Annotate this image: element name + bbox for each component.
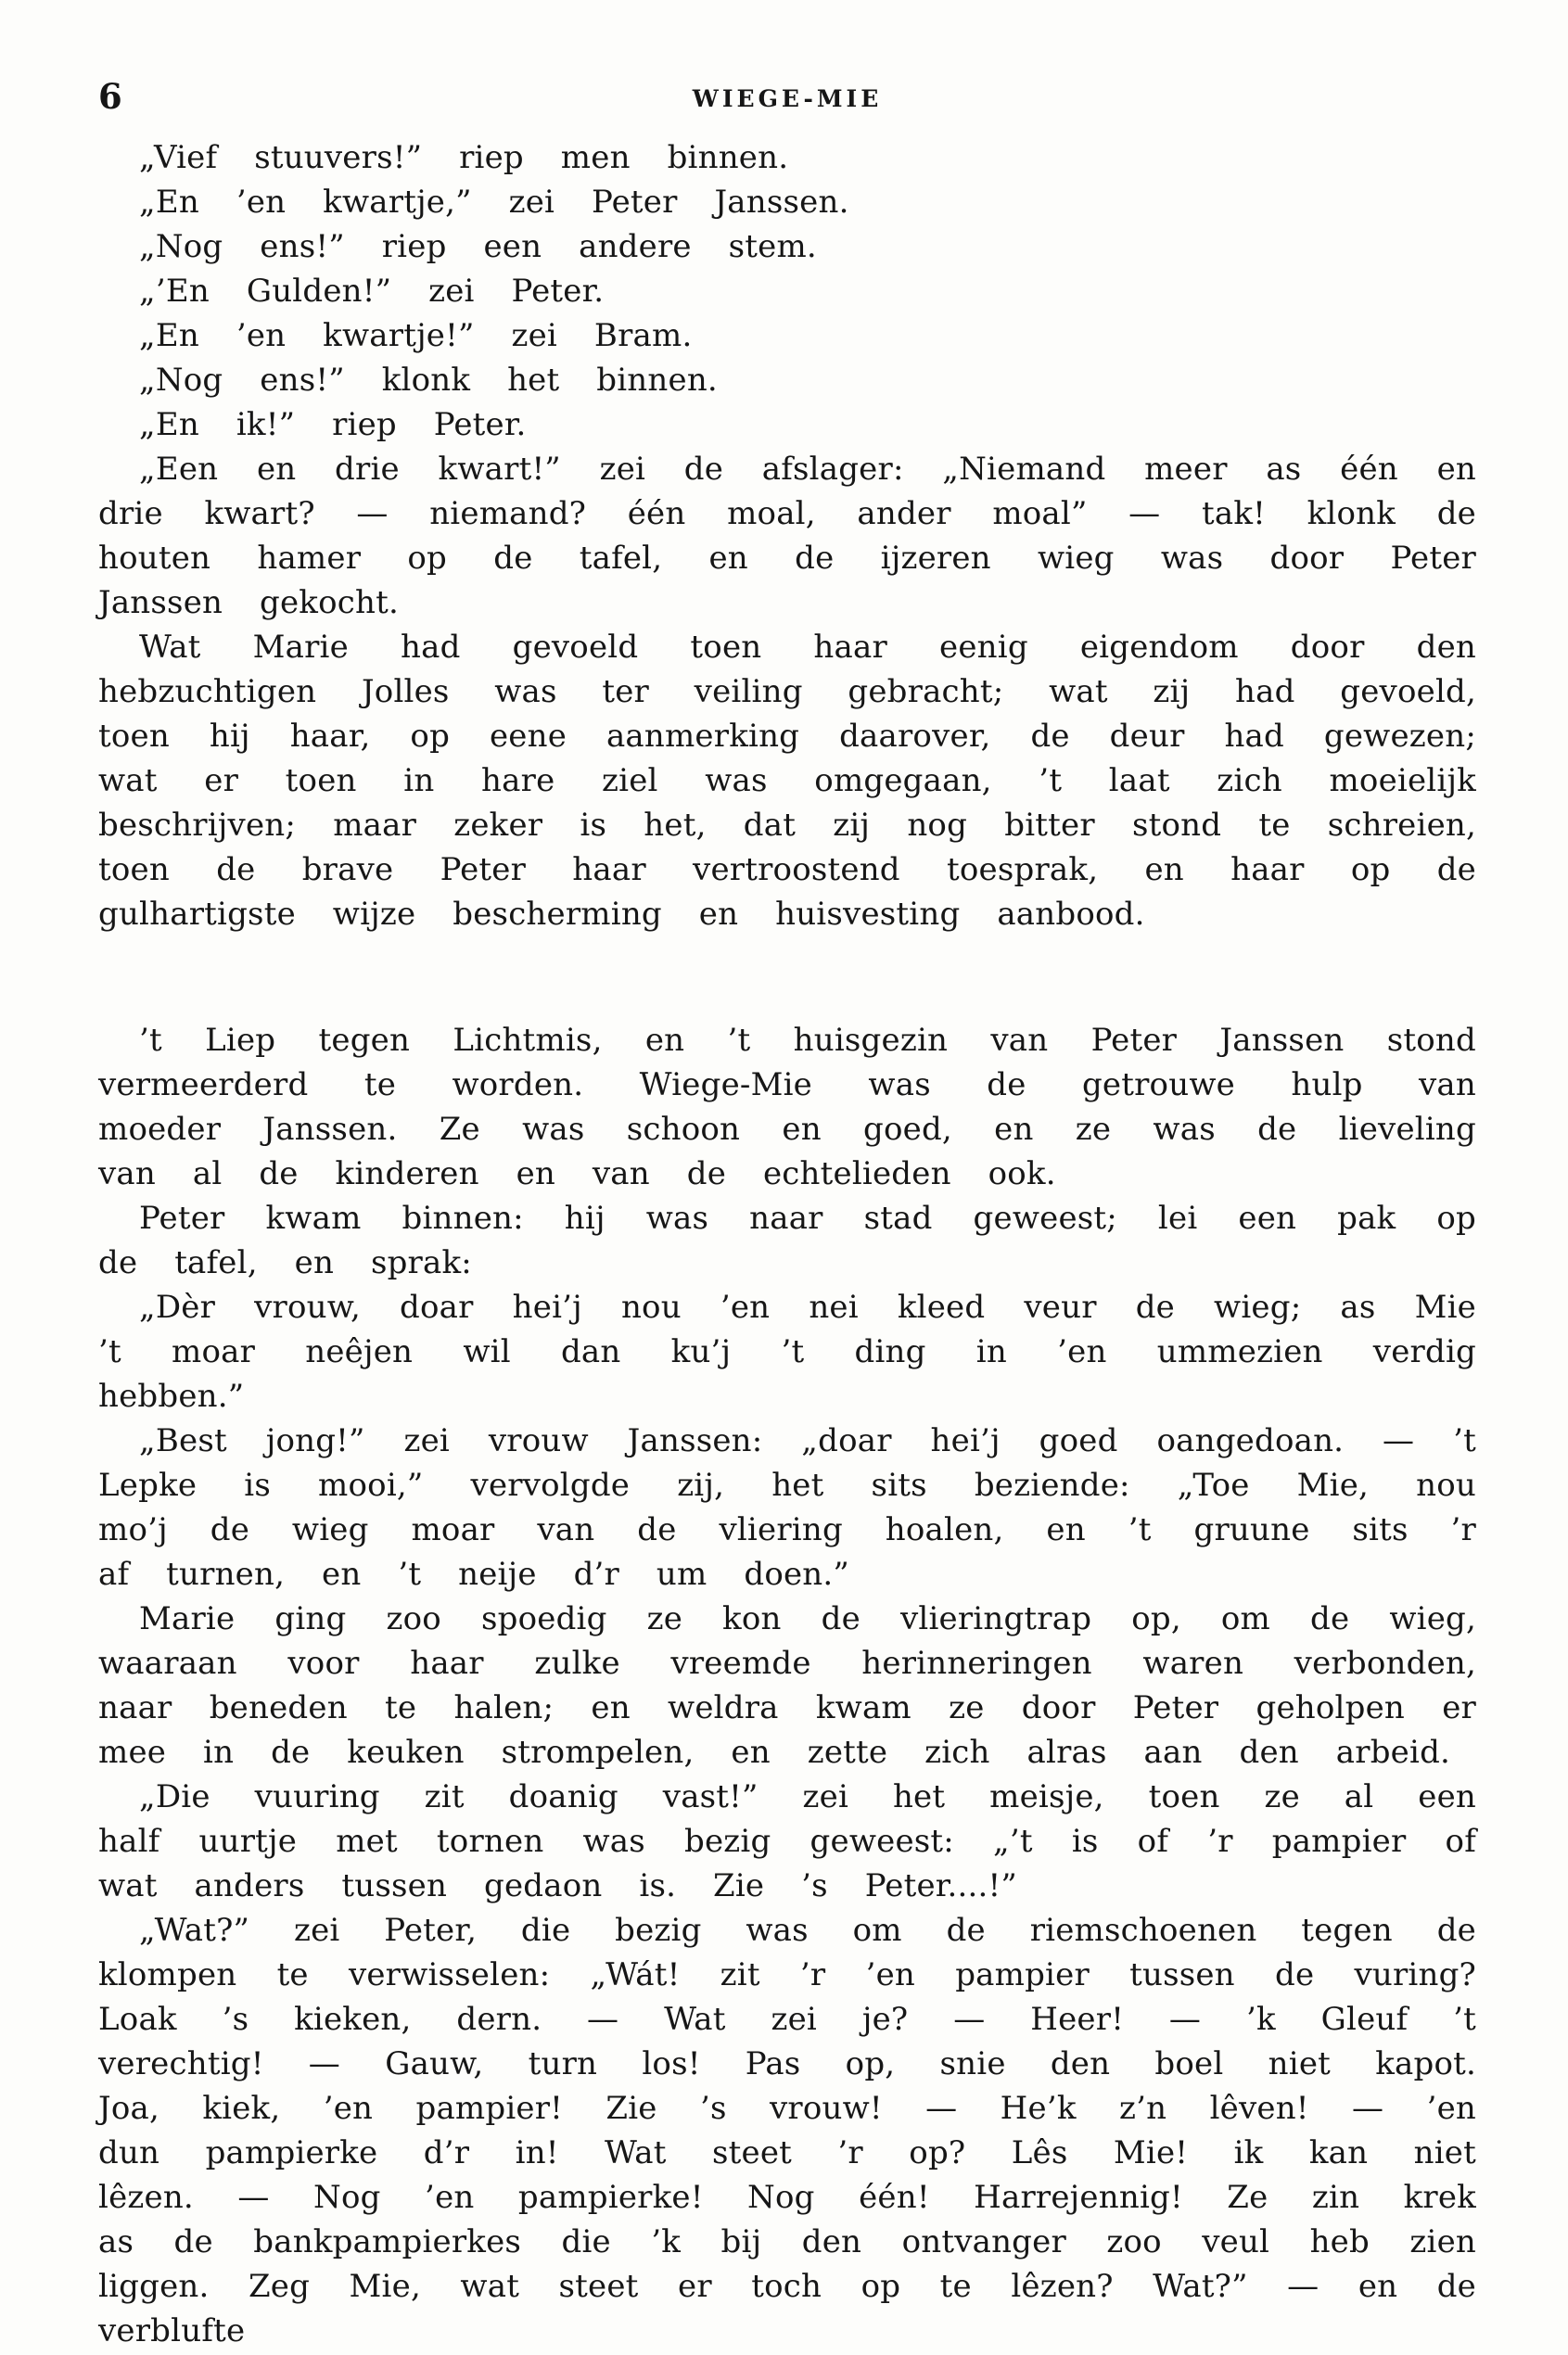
paragraph-best-jong: „Best jong!” zei vrouw Janssen: „doar hei’j goed oangedoan. — ’t Lepke is mooi,” vervolgde zij, het sits beziende: „Toe Mie, nou mo’j de wieg moar van de vliering hoalen, en ’t gruune sits ’r af turnen, en ’t neije d’r um doen.” <box>98 1422 1476 1593</box>
paragraph-dialogue-2: „En ’en kwartje,” zei Peter Janssen. <box>139 184 849 221</box>
paragraph-lichtmis: ’t Liep tegen Lichtmis, en ’t huisgezin van Peter Janssen stond vermeerderd te worden. Wiege-Mie was de getrouwe hulp van moeder Janssen. Ze was schoon en goed, en ze was de lieveling van al de kinderen en van de echtelieden ook. <box>98 1022 1476 1192</box>
paragraph-dialogue-3: „Nog ens!” riep een andere stem. <box>139 228 817 265</box>
paragraph-dialogue-6: „Nog ens!” klonk het binnen. <box>139 362 718 399</box>
running-title: WIEGE-MIE <box>692 85 883 112</box>
paragraph-die-vuuring: „Die vuuring zit doanig vast!” zei het meisje, toen ze al een half uurtje met tornen was bezig geweest: „’t is of ’r pampier of wat anders tussen gedaon is. Zie ’s Peter....!” <box>98 1778 1476 1904</box>
paragraph-marie-vlieringtrap: Marie ging zoo spoedig ze kon de vlieringtrap op, om de wieg, waaraan voor haar zulke vreemde herinneringen waren verbonden, naar beneden te halen; en weldra kwam ze door Peter geholpen er mee in de keuken strompelen, en zette zich alras aan den arbeid. <box>98 1600 1476 1771</box>
paragraph-peter-binnen: Peter kwam binnen: hij was naar stad geweest; lei een pak op de tafel, en sprak: <box>98 1200 1476 1281</box>
paragraph-dialogue-7: „En ik!” riep Peter. <box>139 406 527 443</box>
paragraph-dialogue-4: „’En Gulden!” zei Peter. <box>139 273 605 310</box>
page-number: 6 <box>98 76 122 117</box>
page-header <box>98 78 1476 119</box>
paragraph-marie-feelings: Wat Marie had gevoeld toen haar eenig eigendom door den hebzuchtigen Jolles was ter veiling gebracht; wat zij had gevoeld, toen hij haar, op eene aanmerking daarover, de deur had gewezen; wat er toen in hare ziel was omgegaan, ’t laat zich moeielijk beschrijven; maar zeker is het, dat zij nog bitter stond te schreien, toen de brave Peter haar vertroostend toesprak, en haar op de gulhartigste wijze bescherming en huisvesting aanbood. <box>98 629 1476 933</box>
text-block <box>98 135 1476 2353</box>
paragraph-auction: „Een en drie kwart!” zei de afslager: „Niemand meer as één en drie kwart? — niemand? één moal, ander moal” — tak! klonk de houten hamer op de tafel, en de ijzeren wieg was door Peter Janssen gekocht. <box>98 451 1476 621</box>
section-break <box>98 936 1476 1018</box>
paragraph-dialogue-5: „En ’en kwartje!” zei Bram. <box>139 317 693 354</box>
paragraph-wat-zei-peter: „Wat?” zei Peter, die bezig was om de riemschoenen tegen de klompen te verwisselen: „Wát! zit ’r ’en pampier tussen de vuring? Loak ’s kieken, dern. — Wat zei je? — Heer! — ’k Gleuf ’t verechtig! — Gauw, turn los! Pas op, snie den boel niet kapot. Joa, kiek, ’en pampier! Zie ’s vrouw! — He’k z’n lêven! — ’en dun pampierke d’r in! Wat steet ’r op? Lês Mie! ik kan niet lêzen. — Nog ’en pampierke! Nog één! Harrejennig! Ze zin krek as de bankpampierkes die ’k bij den ontvanger zoo veul heb zien liggen. Zeg Mie, wat steet er toch op te lêzen? Wat?” — en de verblufte <box>98 1912 1476 2349</box>
paragraph-dialogue-1: „Vief stuuvers!” riep men binnen. <box>139 139 789 176</box>
paragraph-der-vrouw: „Dèr vrouw, doar hei’j nou ’en nei kleed veur de wieg; as Mie ’t moar neêjen wil dan ku’j ’t ding in ’en ummezien verdig hebben.” <box>98 1289 1476 1415</box>
